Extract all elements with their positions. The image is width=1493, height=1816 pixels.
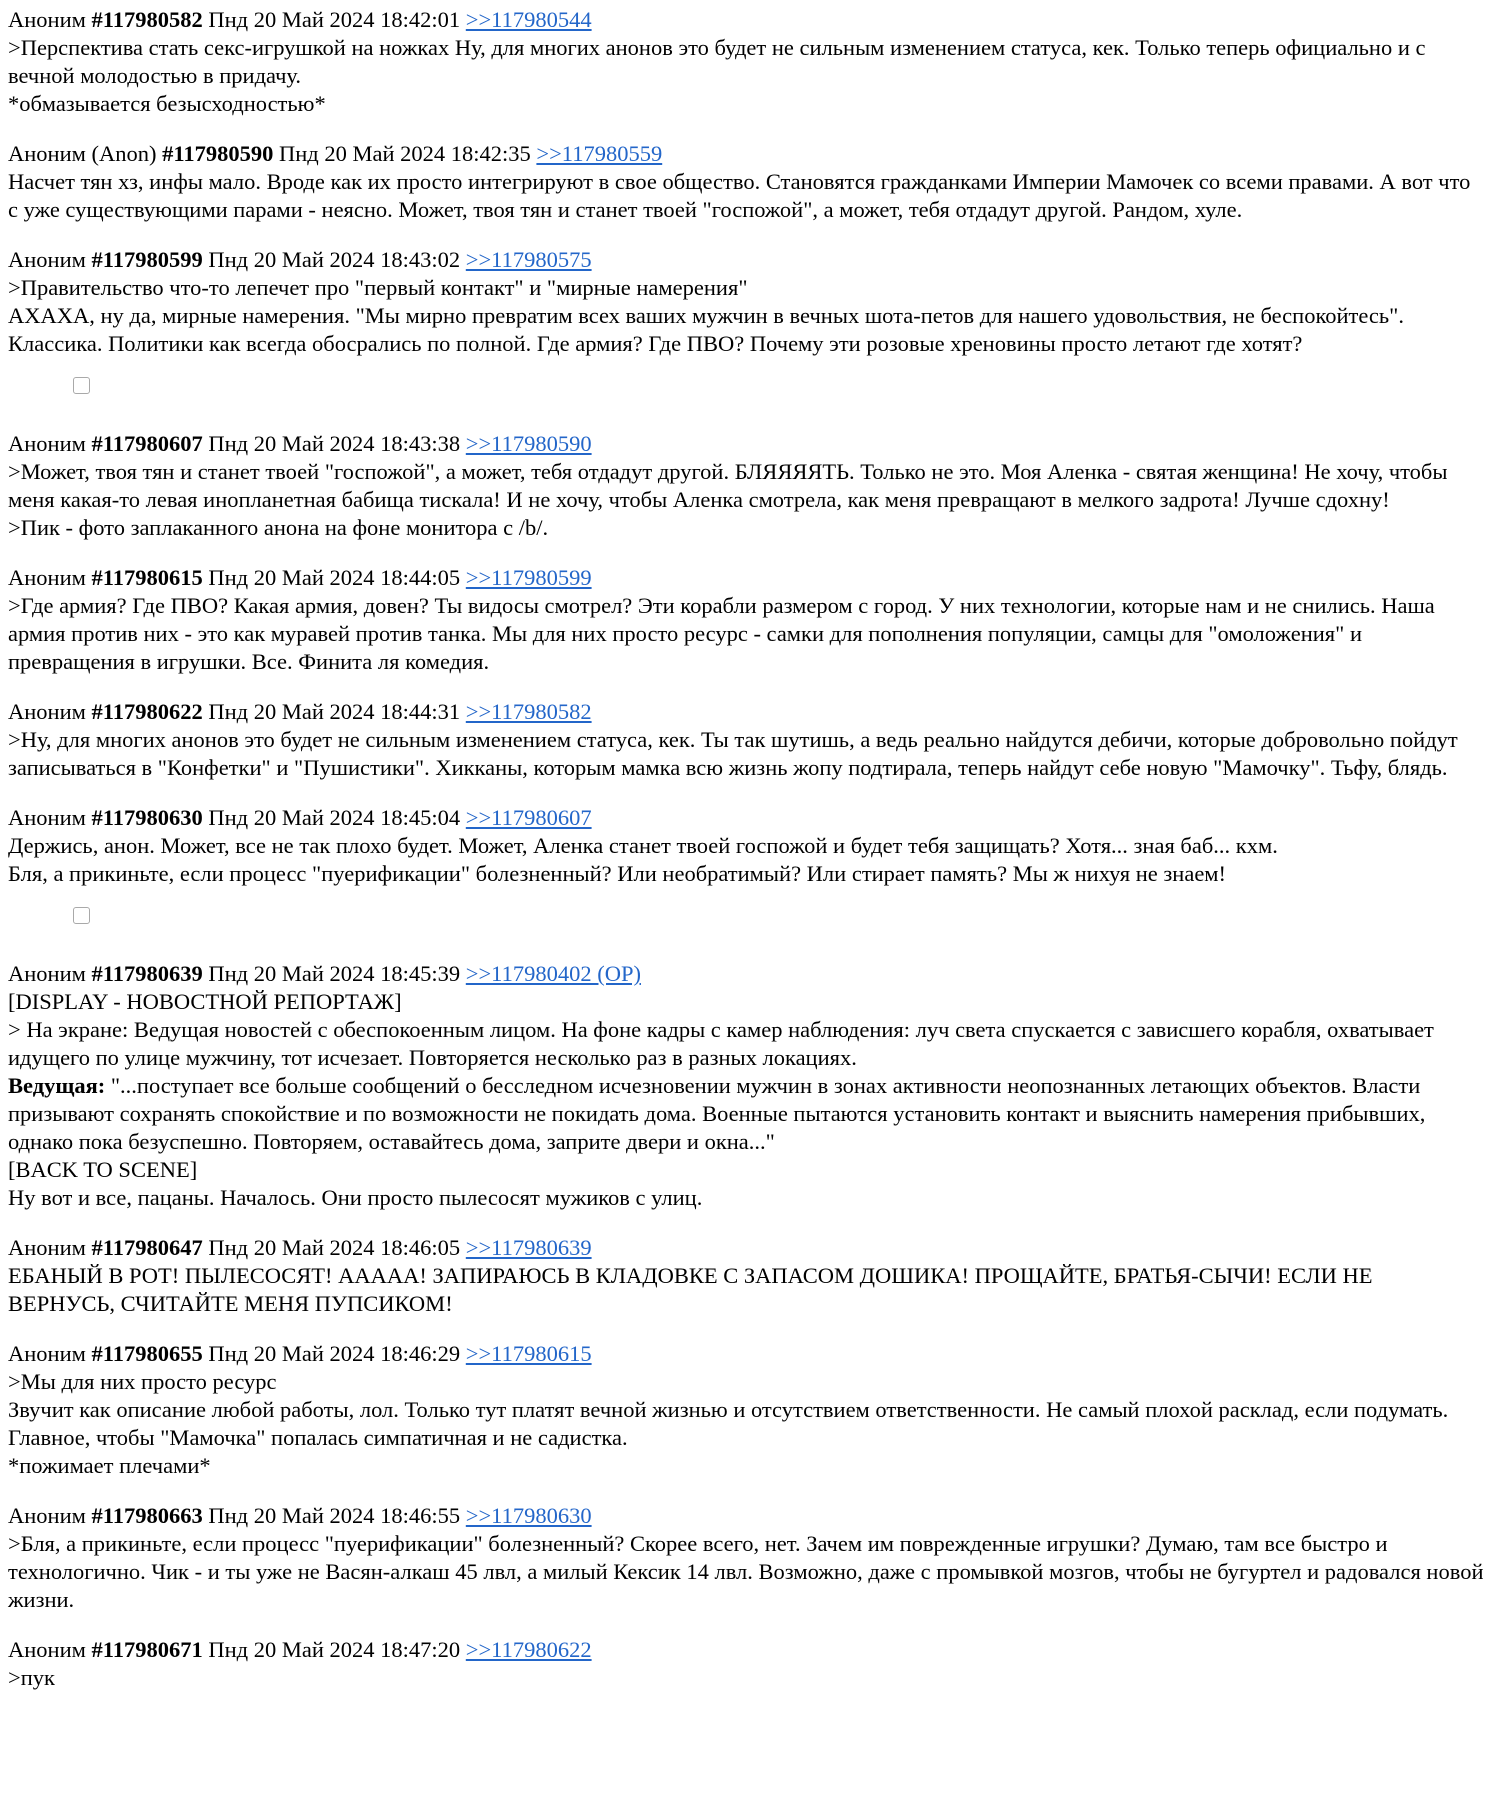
post: [8, 1636, 1485, 1692]
post-date: Пнд 20 Май 2024 18:47:20: [208, 1637, 461, 1662]
post-author: Аноним: [8, 1503, 86, 1528]
post-number[interactable]: #117980582: [91, 7, 203, 32]
post-header: [8, 698, 1485, 726]
post-date: Пнд 20 Май 2024 18:43:02: [208, 247, 461, 272]
post-header: [8, 804, 1485, 832]
post-header: [8, 430, 1485, 458]
post: [8, 1234, 1485, 1318]
post-line: Бля, а прикиньте, если процесс "пуерификации" болезненный? Или необратимый? Или стирает память? Мы ж нихуя не знаем!: [8, 861, 1227, 886]
post-author: Аноним: [8, 1235, 86, 1260]
post-number[interactable]: #117980599: [91, 247, 203, 272]
reply-link[interactable]: >>117980630: [465, 1503, 592, 1528]
post-line: Насчет тян хз, инфы мало. Вроде как их просто интегрируют в свое общество. Становятся гражданками Империи Мамочек со всеми правами. А вот что с уже существующими парами - неясно. Может, твоя тян и станет твоей "госпожой", а может, тебя отдадут другой. Рандом, хуле.: [8, 169, 1476, 222]
post: [8, 1502, 1490, 1614]
post-line: ЕБАНЫЙ В РОТ! ПЫЛЕСОСЯТ! ААААА! ЗАПИРАЮСЬ В КЛАДОВКЕ С ЗАПАСОМ ДОШИКА! ПРОЩАЙТЕ, БРАТЬЯ-СЫЧИ! ЕСЛИ НЕ ВЕРНУСЬ, СЧИТАЙТЕ МЕНЯ ПУПСИКОМ!: [8, 1263, 1379, 1316]
image-placeholder-icon[interactable]: [73, 907, 90, 924]
post-line: > На экране: Ведущая новостей с обеспокоенным лицом. На фоне кадры с камер наблюдения: луч света спускается с зависшего корабля, охватывает идущего по улице мужчину, тот исчезает. Повторяется несколько раз в разных локациях.: [8, 1017, 1440, 1070]
reply-link[interactable]: >>117980575: [465, 247, 592, 272]
post-author: Аноним: [8, 1637, 86, 1662]
post-line: [8, 1072, 1485, 1156]
speaker-label: Ведущая:: [8, 1073, 106, 1098]
post-number[interactable]: #117980647: [91, 1235, 203, 1260]
post-author: Аноним: [8, 565, 86, 590]
post-line: >пук: [8, 1665, 55, 1690]
post-header: [8, 246, 1485, 274]
post-author: Аноним: [8, 699, 86, 724]
post: [8, 804, 1485, 888]
post-header: [8, 140, 1485, 168]
post-number[interactable]: #117980590: [162, 141, 274, 166]
post-date: Пнд 20 Май 2024 18:42:01: [208, 7, 461, 32]
post-number[interactable]: #117980639: [91, 961, 203, 986]
post-date: Пнд 20 Май 2024 18:44:05: [208, 565, 461, 590]
post-line: [DISPLAY - НОВОСТНОЙ РЕПОРТАЖ]: [8, 989, 402, 1014]
post-author: Аноним (Anon): [8, 141, 157, 166]
post-line: >Пик - фото заплаканного анона на фоне монитора с /b/.: [8, 515, 549, 540]
post-number[interactable]: #117980671: [91, 1637, 203, 1662]
post-author: Аноним: [8, 7, 86, 32]
post: [8, 430, 1485, 542]
reply-link[interactable]: >>117980639: [465, 1235, 592, 1260]
post-date: Пнд 20 Май 2024 18:46:55: [208, 1503, 461, 1528]
post-date: Пнд 20 Май 2024 18:46:05: [208, 1235, 461, 1260]
post-number[interactable]: #117980615: [91, 565, 203, 590]
post-header: [8, 564, 1485, 592]
post-line: *пожимает плечами*: [8, 1453, 211, 1478]
post: [8, 246, 1485, 358]
speech-text: "...поступает все больше сообщений о бесследном исчезновении мужчин в зонах активности неопознанных летающих объектов. Власти призывают сохранять спокойствие и по возможности не покидать дома. Военные пытаются установить контакт и выяснить намерения прибывших, однако пока безуспешно. Повторяем, оставайтесь дома, заприте двери и окна...": [8, 1073, 1432, 1154]
post-number[interactable]: #117980655: [91, 1341, 203, 1366]
post: [8, 960, 1485, 1212]
post-date: Пнд 20 Май 2024 18:43:38: [208, 431, 461, 456]
reply-link[interactable]: >>117980402 (OP): [465, 961, 641, 986]
post-author: Аноним: [8, 805, 86, 830]
reply-link[interactable]: >>117980615: [465, 1341, 592, 1366]
post-number[interactable]: #117980607: [91, 431, 203, 456]
post-line: >Бля, а прикиньте, если процесс "пуерификации" болезненный? Скорее всего, нет. Зачем им поврежденные игрушки? Думаю, там все быстро и технологично. Чик - и ты уже не Васян-алкаш 45 лвл, а милый Кексик 14 лвл. Возможно, даже с промывкой мозгов, чтобы не бугуртел и радовался новой жизни.: [8, 1531, 1490, 1612]
post-header: [8, 960, 1485, 988]
post-author: Аноним: [8, 961, 86, 986]
post-number[interactable]: #117980663: [91, 1503, 203, 1528]
post-header: [8, 1340, 1485, 1368]
post: [8, 6, 1485, 118]
post-line: АХАХА, ну да, мирные намерения. "Мы мирно превратим всех ваших мужчин в вечных шота-петов для нашего удовольствия, не беспокойтесь". Классика. Политики как всегда обосрались по полной. Где армия? Где ПВО? Почему эти розовые хреновины просто летают где хотят?: [8, 303, 1410, 356]
post-line: [BACK TO SCENE]: [8, 1157, 198, 1182]
image-slot: [8, 902, 1485, 960]
post-date: Пнд 20 Май 2024 18:42:35: [279, 141, 531, 166]
reply-link[interactable]: >>117980544: [465, 7, 592, 32]
reply-link[interactable]: >>117980559: [536, 141, 663, 166]
reply-link[interactable]: >>117980622: [465, 1637, 592, 1662]
post-author: Аноним: [8, 1341, 86, 1366]
post-author: Аноним: [8, 247, 86, 272]
post: [8, 140, 1485, 224]
post: [8, 698, 1485, 782]
post-number[interactable]: #117980630: [91, 805, 203, 830]
post-line: Держись, анон. Может, все не так плохо будет. Может, Аленка станет твоей госпожой и будет тебя защищать? Хотя... зная баб... кхм.: [8, 833, 1278, 858]
reply-link[interactable]: >>117980582: [465, 699, 592, 724]
post-line: Ну вот и все, пацаны. Началось. Они просто пылесосят мужиков с улиц.: [8, 1185, 703, 1210]
post-author: Аноним: [8, 431, 86, 456]
reply-link[interactable]: >>117980599: [465, 565, 592, 590]
post: [8, 564, 1485, 676]
post-header: [8, 1502, 1485, 1530]
image-placeholder-icon[interactable]: [73, 377, 90, 394]
reply-link[interactable]: >>117980607: [465, 805, 592, 830]
reply-link[interactable]: >>117980590: [465, 431, 592, 456]
post-line: Звучит как описание любой работы, лол. Только тут платят вечной жизнью и отсутствием ответственности. Не самый плохой расклад, если подумать. Главное, чтобы "Мамочка" попалась симпатичная и не садистка.: [8, 1397, 1454, 1450]
post-line: >Перспектива стать секс-игрушкой на ножках Ну, для многих анонов это будет не сильным изменением статуса, кек. Только теперь официально и с вечной молодостью в придачу.: [8, 35, 1432, 88]
post-date: Пнд 20 Май 2024 18:45:39: [208, 961, 461, 986]
post-line: >Мы для них просто ресурс: [8, 1369, 277, 1394]
post: [8, 1340, 1485, 1480]
post-line: >Ну, для многих анонов это будет не сильным изменением статуса, кек. Ты так шутишь, а ведь реально найдутся дебичи, которые добровольно пойдут записываться в "Конфетки" и "Пушистики". Хикканы, которым мамка всю жизнь жопу подтирала, теперь найдут себе новую "Мамочку". Тьфу, блядь.: [8, 727, 1464, 780]
post-line: >Где армия? Где ПВО? Какая армия, довен? Ты видосы смотрел? Эти корабли размером с город. У них технологии, которые нам и не снились. Наша армия против них - это как муравей против танка. Мы для них просто ресурс - самки для пополнения популяции, самцы для "омоложения" и превращения в игрушки. Все. Финита ля комедия.: [8, 593, 1441, 674]
post-line: >Может, твоя тян и станет твоей "госпожой", а может, тебя отдадут другой. БЛЯЯЯЯТЬ. Только не это. Моя Аленка - святая женщина! Не хочу, чтобы меня какая-то левая инопланетная бабища тискала! И не хочу, чтобы Аленка смотрела, как меня превращают в мелкого задрота! Лучше сдохну!: [8, 459, 1454, 512]
post-header: [8, 1636, 1485, 1664]
post-date: Пнд 20 Май 2024 18:44:31: [208, 699, 461, 724]
post-header: [8, 6, 1485, 34]
image-slot: [8, 372, 1485, 430]
post-date: Пнд 20 Май 2024 18:45:04: [208, 805, 461, 830]
post-line: >Правительство что-то лепечет про "первый контакт" и "мирные намерения": [8, 275, 748, 300]
post-number[interactable]: #117980622: [91, 699, 203, 724]
post-header: [8, 1234, 1485, 1262]
post-date: Пнд 20 Май 2024 18:46:29: [208, 1341, 461, 1366]
post-line: *обмазывается безысходностью*: [8, 91, 326, 116]
